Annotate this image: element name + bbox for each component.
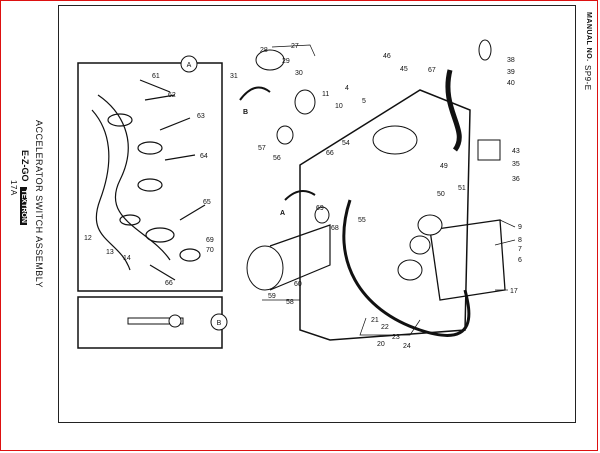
brand-logo: E-Z-GO xyxy=(20,150,30,182)
label-66: 66 xyxy=(165,280,173,287)
part-56 xyxy=(277,126,293,144)
label-60: 60 xyxy=(294,281,302,288)
label-55: 55 xyxy=(358,217,366,224)
label-64: 64 xyxy=(200,153,208,160)
label-21: 21 xyxy=(371,317,379,324)
label-46: 46 xyxy=(383,53,391,60)
wire-top xyxy=(448,70,459,150)
label-49: 49 xyxy=(440,163,448,170)
inset-b-drawing xyxy=(128,315,183,327)
part-38 xyxy=(479,40,491,60)
label-54: 54 xyxy=(342,140,350,147)
part-24 xyxy=(398,260,422,280)
label-69-main: 69 xyxy=(316,205,324,212)
label-61: 61 xyxy=(152,73,160,80)
label-43: 43 xyxy=(512,148,520,155)
label-17: 17 xyxy=(510,288,518,295)
cylinder-end xyxy=(247,246,283,290)
label-62: 62 xyxy=(168,92,176,99)
label-66-main: 66 xyxy=(326,150,334,157)
label-35: 35 xyxy=(512,161,520,168)
label-56: 56 xyxy=(273,155,281,162)
label-6: 6 xyxy=(518,257,522,264)
manual-number-label: MANUAL NO. xyxy=(585,12,592,62)
callout-a: A xyxy=(280,210,286,217)
label-12: 12 xyxy=(84,235,92,242)
label-29: 29 xyxy=(282,58,290,65)
label-38: 38 xyxy=(507,57,515,64)
label-65: 65 xyxy=(203,199,211,206)
callout-b: B xyxy=(243,109,249,116)
label-59: 59 xyxy=(268,293,276,300)
inset-a-box xyxy=(78,63,222,291)
label-45: 45 xyxy=(400,66,408,73)
label-28: 28 xyxy=(260,47,268,54)
switch-body xyxy=(373,126,417,154)
label-27: 27 xyxy=(291,43,299,50)
label-69-inset: 69 xyxy=(206,237,214,244)
label-63: 63 xyxy=(197,113,205,120)
label-9: 9 xyxy=(518,224,522,231)
inset-a-label: A xyxy=(186,62,192,69)
label-57: 57 xyxy=(258,145,266,152)
label-30: 30 xyxy=(295,70,303,77)
label-67: 67 xyxy=(428,67,436,74)
label-51: 51 xyxy=(458,185,466,192)
arrow-b xyxy=(240,88,270,101)
label-58: 58 xyxy=(286,299,294,306)
label-68: 68 xyxy=(331,225,339,232)
label-7: 7 xyxy=(518,246,522,253)
label-4: 4 xyxy=(345,85,349,92)
inset-b-label: B xyxy=(216,320,222,327)
label-50: 50 xyxy=(437,191,445,198)
label-13: 13 xyxy=(106,249,114,256)
part-9 xyxy=(418,215,442,235)
label-8: 8 xyxy=(518,237,522,244)
part-35 xyxy=(478,140,500,160)
label-39: 39 xyxy=(507,69,515,76)
label-5: 5 xyxy=(362,98,366,105)
part-8 xyxy=(410,236,430,254)
brand-tag: TEXTRON xyxy=(20,189,27,223)
label-10: 10 xyxy=(335,103,343,110)
assembly-title: ACCELERATOR SWITCH ASSEMBLY xyxy=(34,120,44,289)
label-20: 20 xyxy=(377,341,385,348)
label-22: 22 xyxy=(381,324,389,331)
label-31: 31 xyxy=(230,73,238,80)
label-70: 70 xyxy=(206,247,214,254)
manual-number-code: SP9-E xyxy=(583,65,592,91)
label-14: 14 xyxy=(123,255,131,262)
page-number: 17A xyxy=(9,180,18,196)
part-10 xyxy=(295,90,315,114)
label-36: 36 xyxy=(512,176,520,183)
label-11: 11 xyxy=(322,91,330,98)
label-23: 23 xyxy=(392,334,400,341)
label-40: 40 xyxy=(507,80,515,87)
label-24: 24 xyxy=(403,343,411,350)
